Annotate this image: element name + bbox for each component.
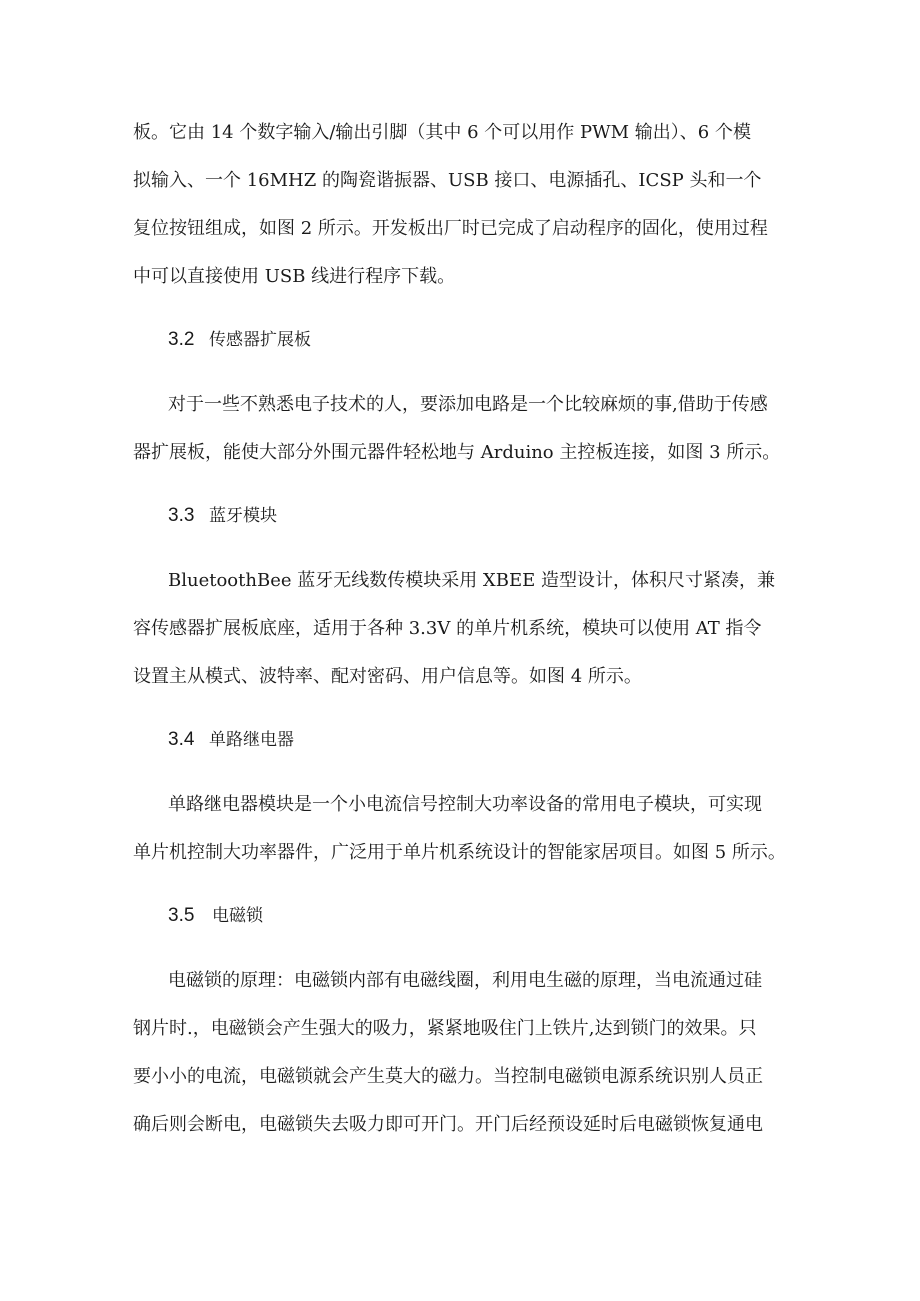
section-title: 单路继电器	[209, 730, 294, 750]
paragraph-text: 器扩展板，能使大部分外围元器件轻松地与 Arduino 主控板连接，如图 3 所示。	[133, 442, 781, 463]
section-heading	[0, 901, 920, 931]
paragraph-line	[0, 390, 920, 420]
paragraph-line	[0, 1110, 920, 1140]
paragraph-line	[0, 566, 920, 596]
section-title: 电磁锁	[212, 906, 263, 926]
paragraph-text: 要小小的电流，电磁锁就会产生莫大的磁力。当控制电磁锁电源系统识别人员正	[133, 1066, 763, 1087]
paragraph-line	[0, 1014, 920, 1044]
section-number: 3.3	[168, 505, 195, 526]
section-title: 传感器扩展板	[209, 330, 311, 350]
section-number: 3.5	[168, 905, 195, 926]
paragraph-text: 单片机控制大功率器件，广泛用于单片机系统设计的智能家居项目。如图 5 所示。	[133, 842, 786, 863]
paragraph-line	[0, 166, 920, 196]
paragraph-line	[0, 790, 920, 820]
paragraph-text: 复位按钮组成，如图 2 所示。开发板出厂时已完成了启动程序的固化，使用过程	[133, 218, 768, 239]
paragraph-line	[0, 614, 920, 644]
paragraph-line	[0, 262, 920, 292]
paragraph-text: 设置主从模式、波特率、配对密码、用户信息等。如图 4 所示。	[133, 666, 642, 687]
section-number: 3.2	[168, 329, 195, 350]
section-number: 3.4	[168, 729, 195, 750]
paragraph-text: 拟输入、一个 16MHZ 的陶瓷谐振器、USB 接口、电源插孔、ICSP 头和一个	[133, 170, 762, 191]
paragraph-text: 单路继电器模块是一个小电流信号控制大功率设备的常用电子模块，可实现	[168, 794, 762, 815]
paragraph-line	[0, 214, 920, 244]
paragraph-text: 电磁锁的原理：电磁锁内部有电磁线圈，利用电生磁的原理，当电流通过硅	[168, 970, 762, 991]
paragraph-text: 容传感器扩展板底座，适用于各种 3.3V 的单片机系统，模块可以使用 AT 指令	[133, 618, 762, 639]
section-heading	[0, 725, 920, 755]
paragraph-line	[0, 966, 920, 996]
paragraph-text: 板。它由 14 个数字输入/输出引脚（其中 6 个可以用作 PWM 输出）、6 个模	[133, 122, 751, 143]
section-title: 蓝牙模块	[209, 506, 277, 526]
paragraph-text: 确后则会断电，电磁锁失去吸力即可开门。开门后经预设延时后电磁锁恢复通电	[133, 1114, 763, 1135]
paragraph-text: 中可以直接使用 USB 线进行程序下载。	[133, 266, 456, 287]
paragraph-line	[0, 118, 920, 148]
paragraph-text: BluetoothBee 蓝牙无线数传模块采用 XBEE 造型设计，体积尺寸紧凑，兼	[168, 570, 775, 591]
paragraph-line	[0, 438, 920, 468]
section-heading	[0, 325, 920, 355]
paragraph-line	[0, 838, 920, 868]
section-heading	[0, 501, 920, 531]
paragraph-line	[0, 662, 920, 692]
paragraph-line	[0, 1062, 920, 1092]
paragraph-text: 钢片时.，电磁锁会产生强大的吸力，紧紧地吸住门上铁片,达到锁门的效果。只	[133, 1018, 757, 1039]
paragraph-text: 对于一些不熟悉电子技术的人，要添加电路是一个比较麻烦的事,借助于传感	[168, 394, 768, 415]
